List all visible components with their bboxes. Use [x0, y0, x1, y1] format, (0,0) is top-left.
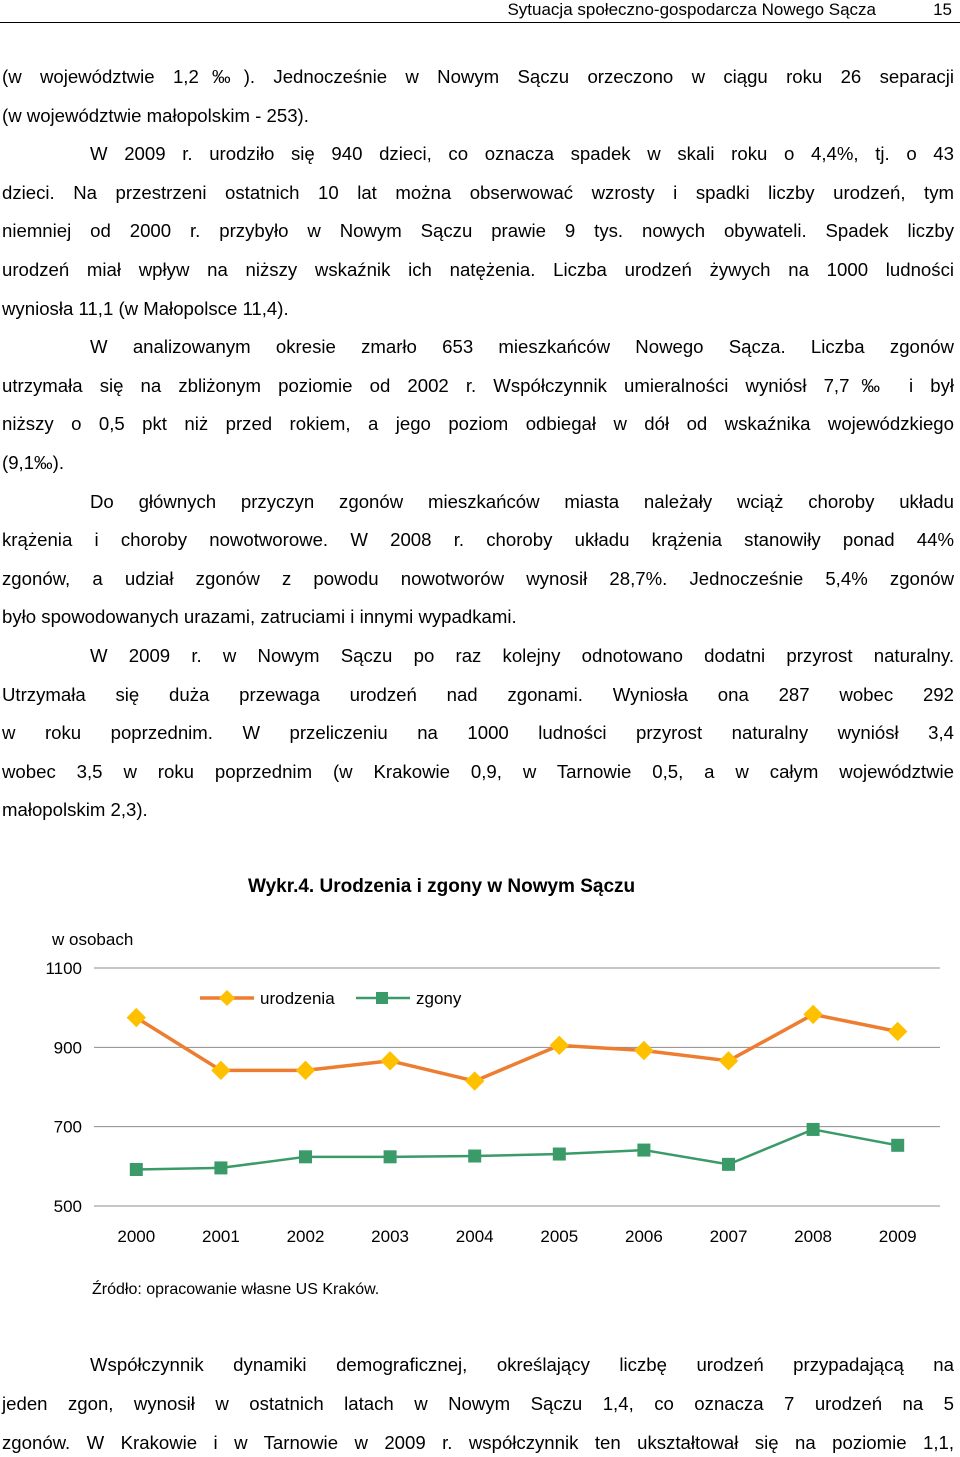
y-tick-label: 900	[53, 1038, 82, 1058]
legend-marker-urodzenia	[219, 990, 235, 1006]
source-note: Źródło: opracowanie własne US Kraków.	[92, 1281, 380, 1298]
data-point-zgony	[384, 1150, 397, 1163]
text-line: dzieci. Na przestrzeni ostatnich 10 lat można obserwować wzrosty i spadki liczby urodzeń, tym	[2, 181, 954, 203]
text-line: (w województwie małopolskim - 253).	[2, 104, 309, 126]
data-point-zgony	[553, 1148, 566, 1161]
data-point-zgony	[468, 1150, 481, 1163]
y-tick-label: 1100	[45, 959, 82, 978]
x-tick-label: 2006	[624, 1227, 663, 1246]
text-line: Do głównych przyczyn zgonów mieszkańców miasta należały wciąż choroby układu	[90, 490, 954, 512]
y-tick-label: 500	[53, 1197, 82, 1216]
data-point-zgony	[130, 1163, 143, 1176]
data-point-zgony	[722, 1158, 735, 1171]
x-tick-label: 2009	[878, 1227, 917, 1246]
header-divider	[0, 22, 960, 23]
series-line-zgony	[136, 1129, 897, 1169]
data-point-urodzenia	[127, 1009, 145, 1027]
text-line: (9,1‰).	[2, 452, 64, 473]
data-point-urodzenia	[381, 1052, 399, 1070]
data-point-zgony	[299, 1150, 312, 1163]
text-line: w roku poprzednim. W przeliczeniu na 1000 ludności przyrost naturalny wyniósł 3,4	[2, 722, 954, 744]
line-chart	[0, 920, 960, 1260]
text-line: krążenia i choroby nowotworowe. W 2008 r. choroby układu krążenia stanowiły ponad 44%	[2, 529, 954, 551]
x-tick-label: 2007	[709, 1227, 748, 1246]
data-point-zgony	[891, 1139, 904, 1152]
x-tick-label: 2004	[455, 1227, 494, 1246]
x-tick-label: 2002	[286, 1227, 325, 1246]
data-point-zgony	[214, 1161, 227, 1174]
text-line: zgonów. W Krakowie i w Tarnowie w 2009 r. współczynnik ten ukształtował się na poziomie 1,1,	[2, 1432, 954, 1453]
text-line: niemniej od 2000 r. przybyło w Nowym Sączu prawie 9 tys. nowych obywateli. Spadek liczby	[2, 220, 954, 242]
data-point-urodzenia	[635, 1042, 653, 1060]
text-line: utrzymała się na zbliżonym poziomie od 2002 r. Współczynnik umieralności wyniósł 7,7‰ i był	[2, 374, 954, 396]
page-header	[0, 0, 960, 24]
chart-title: Wykr.4. Urodzenia i zgony w Nowym Sączu	[248, 876, 636, 897]
y-tick-label: 700	[53, 1117, 82, 1137]
text-line: było spowodowanych urazami, zatruciami i innymi wypadkami.	[2, 606, 517, 628]
x-tick-label: 2008	[794, 1227, 833, 1246]
text-line: (w województwie 1,2‰). Jednocześnie w Nowym Sączu orzeczono w ciągu roku 26 separacji	[2, 66, 954, 87]
x-tick-label: 2003	[371, 1227, 410, 1246]
text-line: W analizowanym okresie zmarło 653 mieszkańców Nowego Sącza. Liczba zgonów	[90, 336, 954, 358]
data-point-urodzenia	[550, 1036, 568, 1054]
text-line: niższy o 0,5 pkt niż przed rokiem, a jego poziom odbiegał w dół od wskaźnika wojewódzkiego	[2, 413, 954, 435]
text-line: wobec 3,5 w roku poprzednim (w Krakowie 0,9, w Tarnowie 0,5, a w całym województwie	[2, 760, 954, 782]
text-line: W 2009 r. urodziło się 940 dzieci, co oznacza spadek w skali roku o 4,4%, tj. o 43	[90, 143, 954, 165]
legend-label-urodzenia: urodzenia	[260, 989, 335, 1008]
text-line: zgonów, a udział zgonów z powodu nowotworów wynosił 28,7%. Jednocześnie 5,4% zgonów	[2, 567, 954, 589]
text-line: W 2009 r. w Nowym Sączu po raz kolejny odnotowano dodatni przyrost naturalny.	[90, 645, 954, 666]
data-point-zgony	[637, 1144, 650, 1157]
text-line: jeden zgon, wynosił w ostatnich latach w Nowym Sączu 1,4, co oznacza 7 urodzeń na 5	[2, 1393, 954, 1414]
data-point-urodzenia	[212, 1061, 230, 1079]
data-point-urodzenia	[889, 1022, 907, 1040]
data-point-urodzenia	[720, 1052, 738, 1070]
data-point-zgony	[807, 1123, 820, 1136]
x-tick-label: 2000	[117, 1227, 156, 1246]
legend-marker-zgony	[376, 992, 388, 1004]
text-line: małopolskim 2,3).	[2, 799, 148, 821]
x-tick-label: 2005	[540, 1227, 579, 1246]
data-point-urodzenia	[804, 1005, 822, 1023]
x-tick-label: 2001	[201, 1227, 240, 1246]
text-line: urodzeń miał wpływ na niższy wskaźnik ich natężenia. Liczba urodzeń żywych na 1000 ludności	[2, 259, 954, 280]
legend-label-zgony: zgony	[416, 989, 462, 1008]
y-axis-label: w osobach	[52, 930, 134, 949]
text-line: Współczynnik dynamiki demograficznej, określający liczbę urodzeń przypadającą na	[90, 1354, 954, 1375]
text-line: wyniosła 11,1 (w Małopolsce 11,4).	[2, 297, 289, 319]
page-number: 15	[933, 0, 952, 19]
header-title: Sytuacja społeczno-gospodarcza Nowego Sącza	[507, 0, 876, 19]
data-point-urodzenia	[297, 1061, 315, 1079]
text-line: Utrzymała się duża przewaga urodzeń nad zgonami. Wyniosła ona 287 wobec 292	[2, 683, 954, 705]
data-point-urodzenia	[466, 1072, 484, 1090]
